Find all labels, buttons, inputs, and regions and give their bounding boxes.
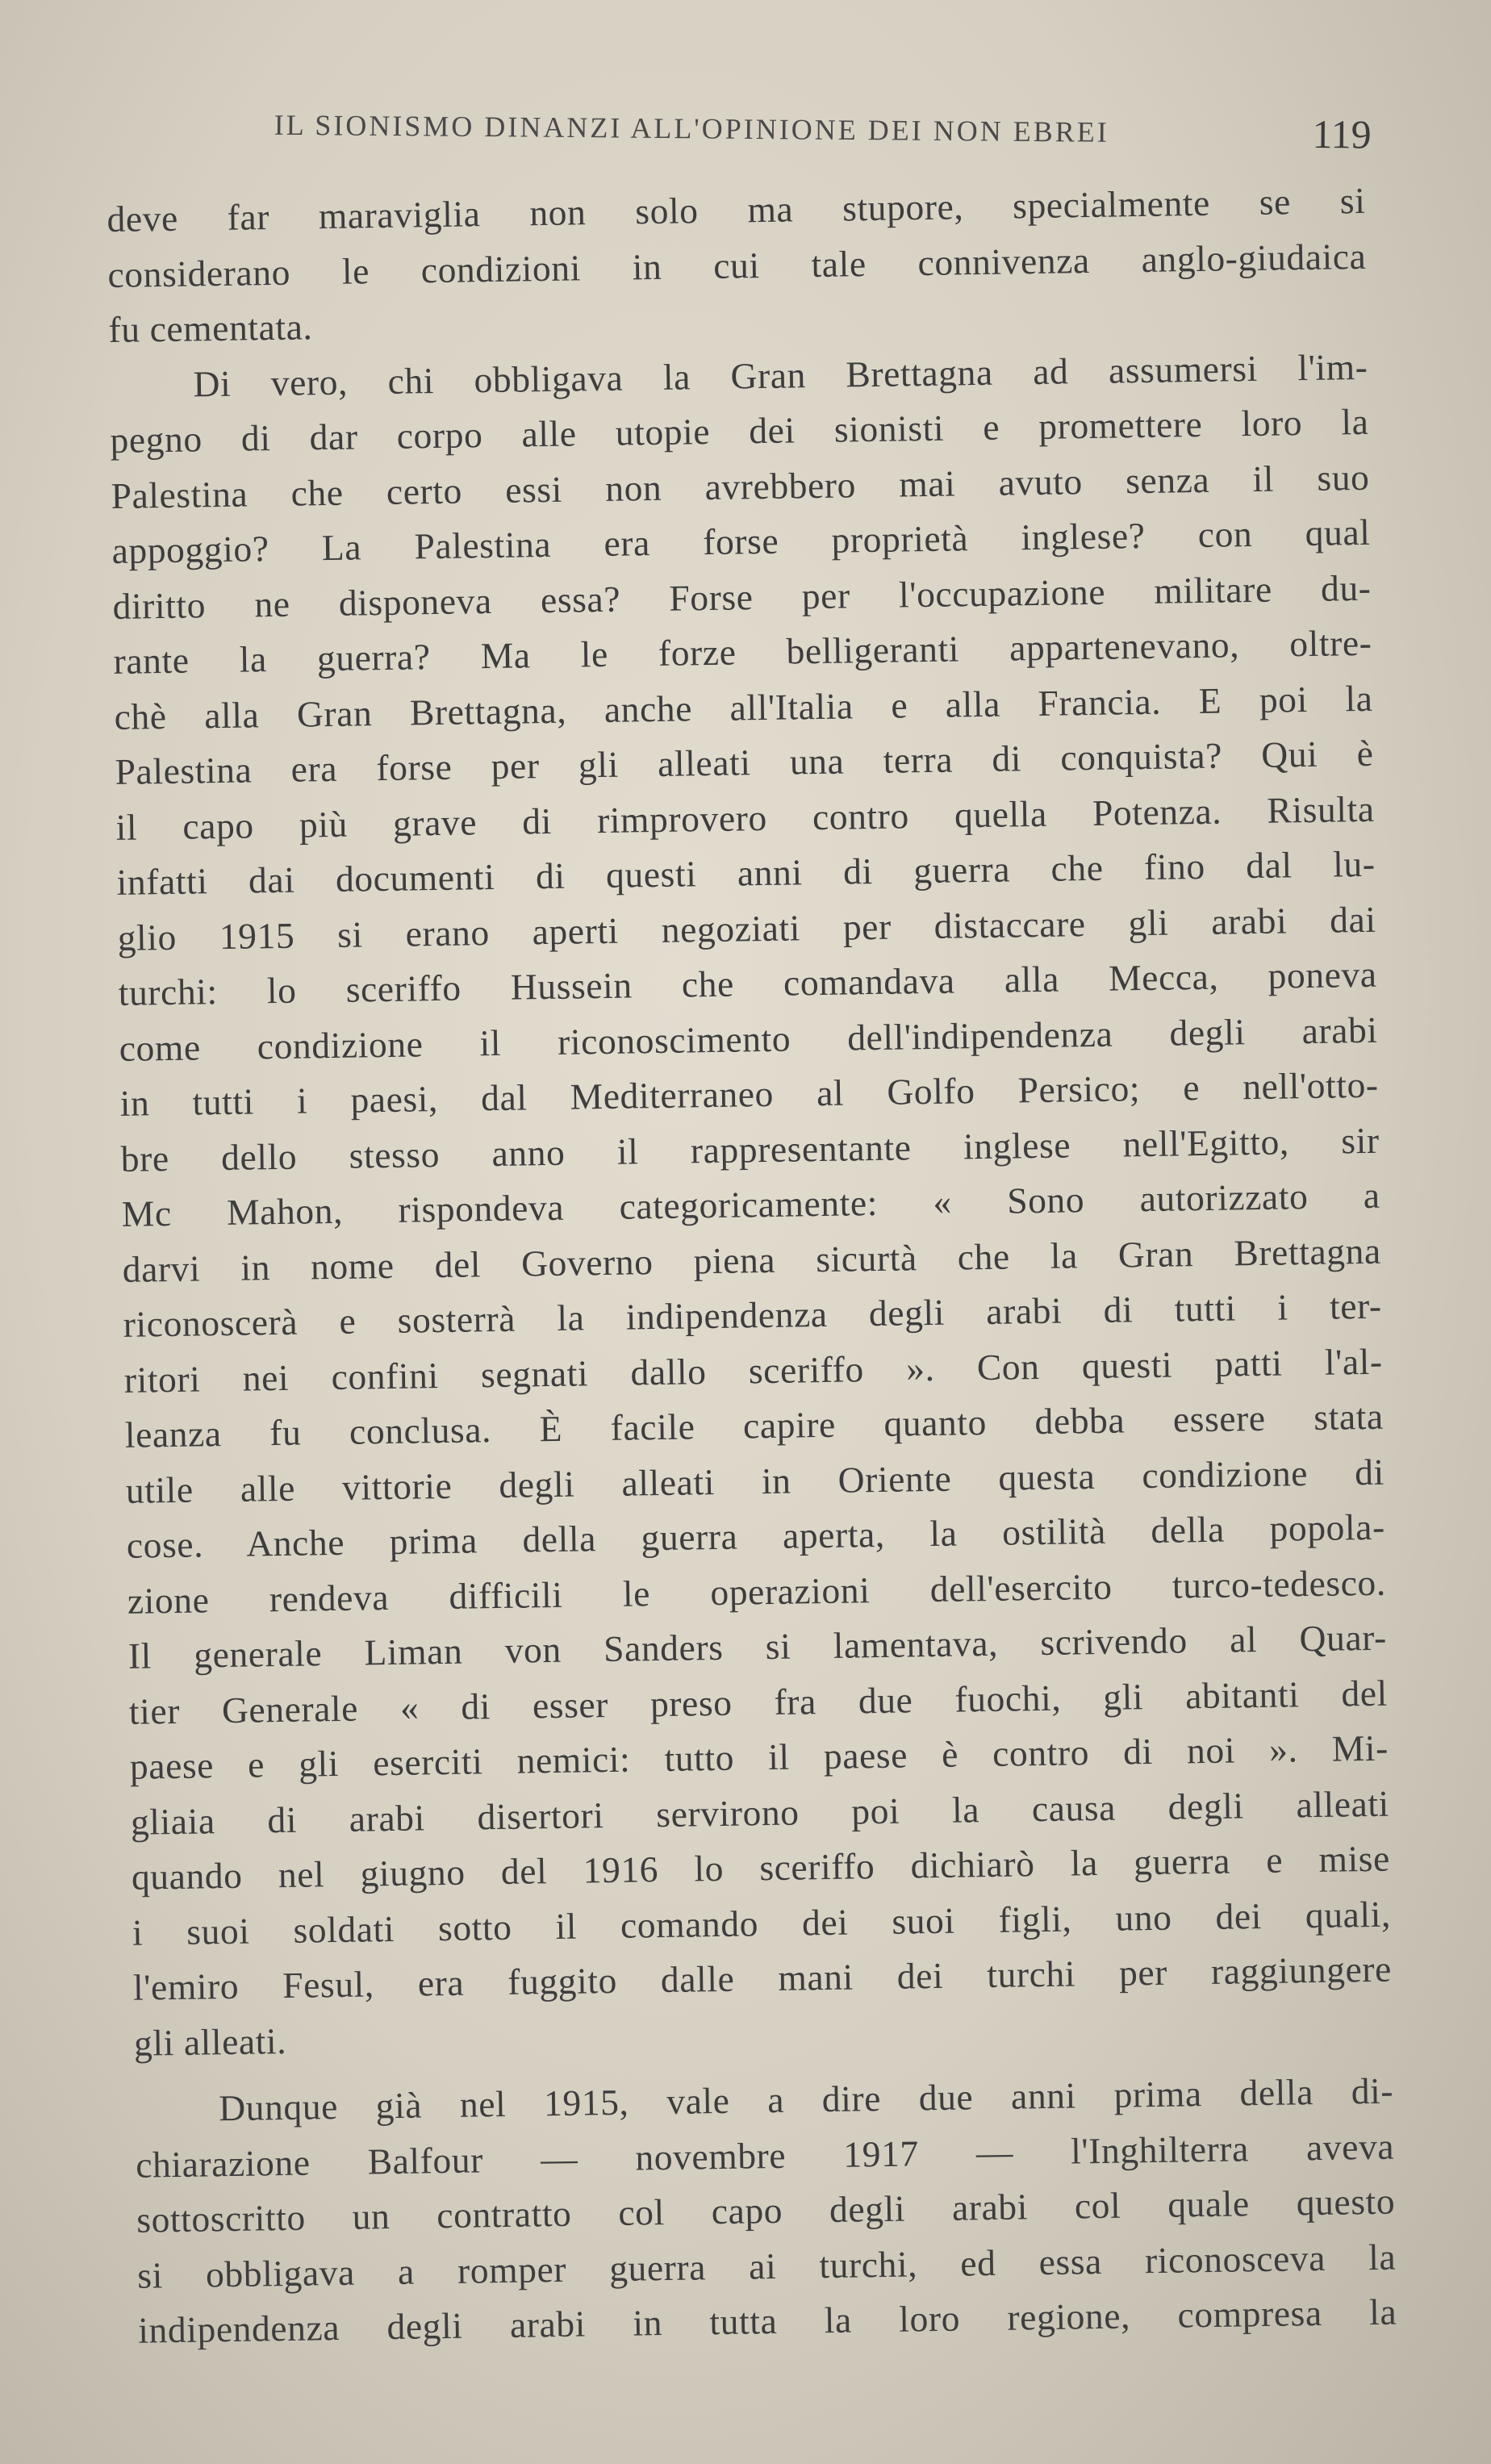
text-line: i suoi soldati sotto il comando dei suoi figli, uno dei quali,: [132, 1893, 1392, 1953]
text-line: gli alleati.: [133, 2019, 287, 2064]
text-line: chè alla Gran Brettagna, anche all'Italia e alla Francia. E poi la: [114, 677, 1373, 737]
text-line: bre dello stesso anno il rappresentante inglese nell'Egitto, sir: [120, 1119, 1380, 1180]
text-line: pegno di dar corpo alle utopie dei sionisti e promettere loro la: [110, 400, 1369, 461]
text-line: ritori nei confini segnati dallo sceriffo ». Con questi patti l'al-: [123, 1340, 1384, 1401]
text-line: leanza fu conclusa. È facile capire quanto debba essere stata: [124, 1395, 1384, 1455]
text-line: glio 1915 si erano aperti negoziati per distaccare gli arabi dai: [117, 898, 1376, 958]
text-line: Palestina che certo essi non avrebbero mai avuto senza il suo: [111, 456, 1370, 516]
text-line: in tutti i paesi, dal Mediterraneo al Golfo Persico; e nell'otto-: [119, 1063, 1379, 1124]
text-line: turchi: lo sceriffo Hussein che comandava alla Mecca, poneva: [118, 953, 1377, 1013]
text-line: infatti dai documenti di questi anni di guerra che fino dal lu-: [116, 842, 1376, 903]
text-line: considerano le condizioni in cui tale connivenza anglo-giudaica: [107, 235, 1367, 295]
text-line: quando nel giugno del 1916 lo sceriffo dichiarò la guerra e mise: [131, 1837, 1391, 1898]
text-line: fu cementata.: [108, 306, 313, 350]
text-line: appoggio? La Palestina era forse proprietà inglese? con qual: [111, 511, 1371, 571]
text-line: utile alle vittorie degli alleati in Oriente questa condizione di: [125, 1451, 1385, 1511]
text-line: cose. Anche prima della guerra aperta, la ostilità della popola-: [126, 1506, 1386, 1566]
running-title: IL SIONISMO DINANZI ALL'OPINIONE DEI NON EBREI: [274, 108, 1109, 148]
text-line: deve far maraviglia non solo ma stupore, specialmente se si: [106, 179, 1366, 240]
text-line: rante la guerra? Ma le forze belligeranti appartenevano, oltre-: [113, 621, 1372, 682]
text-line: gliaia di arabi disertori servirono poi la causa degli alleati: [130, 1782, 1390, 1843]
text-line: darvi in nome del Governo piena sicurtà che la Gran Brettagna: [122, 1230, 1382, 1290]
text-line: diritto ne disponeva essa? Forse per l'occupazione militare du-: [112, 566, 1372, 627]
text-line: tier Generale « di esser preso fra due fuochi, gli abitanti del: [128, 1672, 1389, 1732]
text-line: paese e gli eserciti nemici: tutto il paese è contro di noi ». Mi-: [129, 1727, 1389, 1787]
text-line: Mc Mahon, rispondeva categoricamente: « Sono autorizzato a: [121, 1174, 1380, 1234]
body-text: [106, 173, 1397, 2358]
text-line: il capo più grave di rimprovero contro quella Potenza. Risulta: [115, 787, 1375, 848]
text-line: riconoscerà e sosterrà la indipendenza degli arabi di tutti i ter-: [123, 1284, 1383, 1345]
page-header: [112, 95, 1372, 171]
text-line: Di vero, chi obbligava la Gran Brettagna ad assumersi l'im-: [193, 345, 1368, 404]
text-line: Dunque già nel 1915, vale a dire due anni prima della di-: [218, 2069, 1394, 2129]
text-line: Palestina era forse per gli alleati una terra di conquista? Qui è: [115, 732, 1374, 792]
text-line: zione rendeva difficili le operazioni dell'esercito turco-tedesco.: [127, 1561, 1387, 1622]
text-line: indipendenza degli arabi in tutta la loro regione, compresa la: [137, 2291, 1397, 2351]
paragraph: [106, 173, 1368, 358]
text-line: si obbligava a romper guerra ai turchi, ed essa riconosceva la: [136, 2236, 1397, 2296]
text-line: sottoscritto un contratto col capo degli arabi col quale questo: [136, 2180, 1396, 2241]
paragraph: [135, 2064, 1397, 2359]
text-line: come condizione il riconoscimento dell'indipendenza degli arabi: [119, 1009, 1378, 1069]
text-line: l'emiro Fesul, era fuggito dalle mani dei turchi per raggiungere: [132, 1948, 1393, 2008]
page-number: 119: [1312, 111, 1372, 157]
paragraph: [109, 339, 1393, 2070]
text-line: Il generale Liman von Sanders si lamentava, scrivendo al Quar-: [127, 1616, 1388, 1677]
text-line: chiarazione Balfour — novembre 1917 — l'Inghilterra aveva: [135, 2125, 1395, 2186]
